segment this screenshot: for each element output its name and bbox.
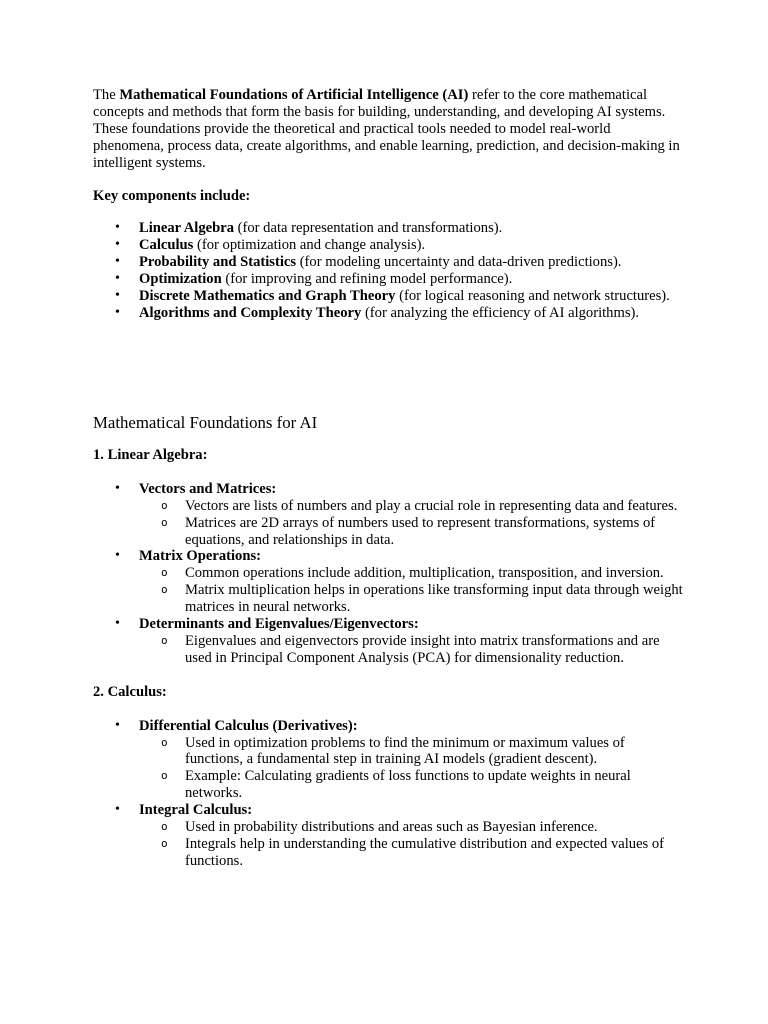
sub-bullet-icon: o [161, 498, 168, 512]
sub-bullet-icon: o [161, 769, 168, 783]
topic-term: Determinants and Eigenvalues/Eigenvectors: [139, 616, 419, 633]
list-item-desc: (for improving and refining model performance). [221, 271, 513, 288]
topic-term: Matrix Operations: [139, 548, 261, 565]
list-item-term: Algorithms and Complexity Theory [139, 304, 362, 321]
section-title: Mathematical Foundations for AI [93, 412, 318, 432]
sub-bullet-icon: o [161, 583, 168, 597]
subsection-title-calculus: 2. Calculus: [93, 683, 167, 700]
bullet-icon: • [115, 802, 120, 818]
intro-paragraph [93, 87, 683, 172]
intro-prefix: The [93, 87, 120, 103]
sub-item-text: Matrices are 2D arrays of numbers used to represent transformations, systems of equations, and relationships in data. [185, 514, 656, 548]
bullet-icon: • [115, 288, 120, 304]
list-item-desc: (for logical reasoning and network structures). [395, 288, 670, 305]
calculus-list [93, 718, 683, 870]
sub-bullet-icon: o [161, 837, 168, 850]
bullet-icon: • [115, 304, 120, 320]
bullet-icon: • [115, 220, 120, 236]
sub-list [139, 565, 683, 616]
sub-item-text: Used in probability distributions and areas such as Bayesian inference. [185, 819, 598, 836]
sub-item-text: Example: Calculating gradients of loss functions to update weights in neural networks. [185, 768, 631, 802]
sub-item [139, 498, 683, 515]
bullet-icon: • [115, 480, 120, 496]
bullet-icon: • [115, 548, 120, 564]
sub-item [139, 515, 683, 549]
topic-term: Integral Calculus: [139, 802, 253, 819]
sub-item [139, 735, 683, 769]
sub-bullet-icon: o [161, 515, 168, 529]
list-item-term: Discrete Mathematics and Graph Theory [139, 288, 396, 305]
list-item-term: Probability and Statistics [139, 254, 297, 271]
sub-list [139, 735, 683, 803]
sub-item-text: Used in optimization problems to find the minimum or maximum values of functions, a fundamental step in training AI models (gradient descent). [185, 734, 625, 768]
sub-bullet-icon: o [161, 735, 168, 749]
sub-item [139, 768, 683, 802]
topic-item [93, 802, 683, 870]
sub-item [139, 565, 683, 582]
list-item-desc: (for modeling uncertainty and data-driven predictions). [296, 254, 622, 271]
topic-item [93, 718, 683, 803]
sub-item-text: Eigenvalues and eigenvectors provide insight into matrix transformations and are used in Principal Component Analysis (PCA) for dimensionality reduction. [185, 632, 660, 666]
bullet-icon: • [115, 254, 120, 270]
topic-item [93, 481, 683, 549]
bullet-icon: • [115, 717, 120, 733]
sub-bullet-icon: o [161, 566, 168, 580]
sub-bullet-icon: o [161, 633, 168, 647]
topic-term: Differential Calculus (Derivatives): [139, 717, 358, 734]
sub-item [139, 836, 683, 870]
topic-term: Vectors and Matrices: [139, 480, 277, 497]
document-page [93, 87, 683, 870]
list-item [93, 254, 683, 271]
intro-bold-term: Mathematical Foundations of Artificial Intelligence (AI) [119, 87, 469, 103]
intro-rest: refer to the core mathematical concepts and methods that form the basis for building, understanding, and developing AI systems. These foundations provide the theoretical and practical tools needed to model real-world phenomena, process data, create algorithms, and enable learning, prediction, and decision-making in intelligent systems. [93, 87, 680, 171]
sub-item [139, 582, 683, 616]
sub-list [139, 819, 683, 870]
bullet-icon: • [115, 271, 120, 287]
list-item [93, 220, 683, 237]
bullet-icon: • [115, 616, 120, 632]
bullet-icon: • [115, 237, 120, 253]
list-item-term: Linear Algebra [139, 220, 234, 237]
list-item-term: Calculus [139, 237, 194, 254]
sub-item [139, 819, 683, 836]
list-item [93, 271, 683, 288]
list-item-desc: (for data representation and transformations). [234, 220, 503, 237]
sub-item-text: Vectors are lists of numbers and play a crucial role in representing data and features. [185, 497, 678, 514]
topic-item [93, 548, 683, 616]
list-item-term: Optimization [139, 271, 222, 288]
sub-item-text: Matrix multiplication helps in operations like transforming input data through weight matrices in neural networks. [185, 582, 683, 616]
key-components-heading: Key components include: [93, 187, 251, 204]
key-components-list [93, 220, 683, 321]
sub-list [139, 633, 683, 667]
list-item [93, 237, 683, 254]
list-item [93, 305, 683, 322]
sub-bullet-icon: o [161, 820, 168, 834]
list-item [93, 288, 683, 305]
subsection-title-linear-algebra: 1. Linear Algebra: [93, 446, 208, 463]
list-item-desc: (for optimization and change analysis). [193, 237, 426, 254]
sub-item [139, 633, 683, 667]
topic-item [93, 616, 683, 667]
sub-item-text: Common operations include addition, multiplication, transposition, and inversion. [185, 565, 664, 582]
spacer [93, 667, 683, 684]
linear-algebra-list [93, 481, 683, 667]
sub-list [139, 498, 683, 549]
sub-item-text: Integrals help in understanding the cumulative distribution and expected values of functions. [185, 836, 665, 869]
list-item-desc: (for analyzing the efficiency of AI algorithms). [361, 304, 640, 321]
